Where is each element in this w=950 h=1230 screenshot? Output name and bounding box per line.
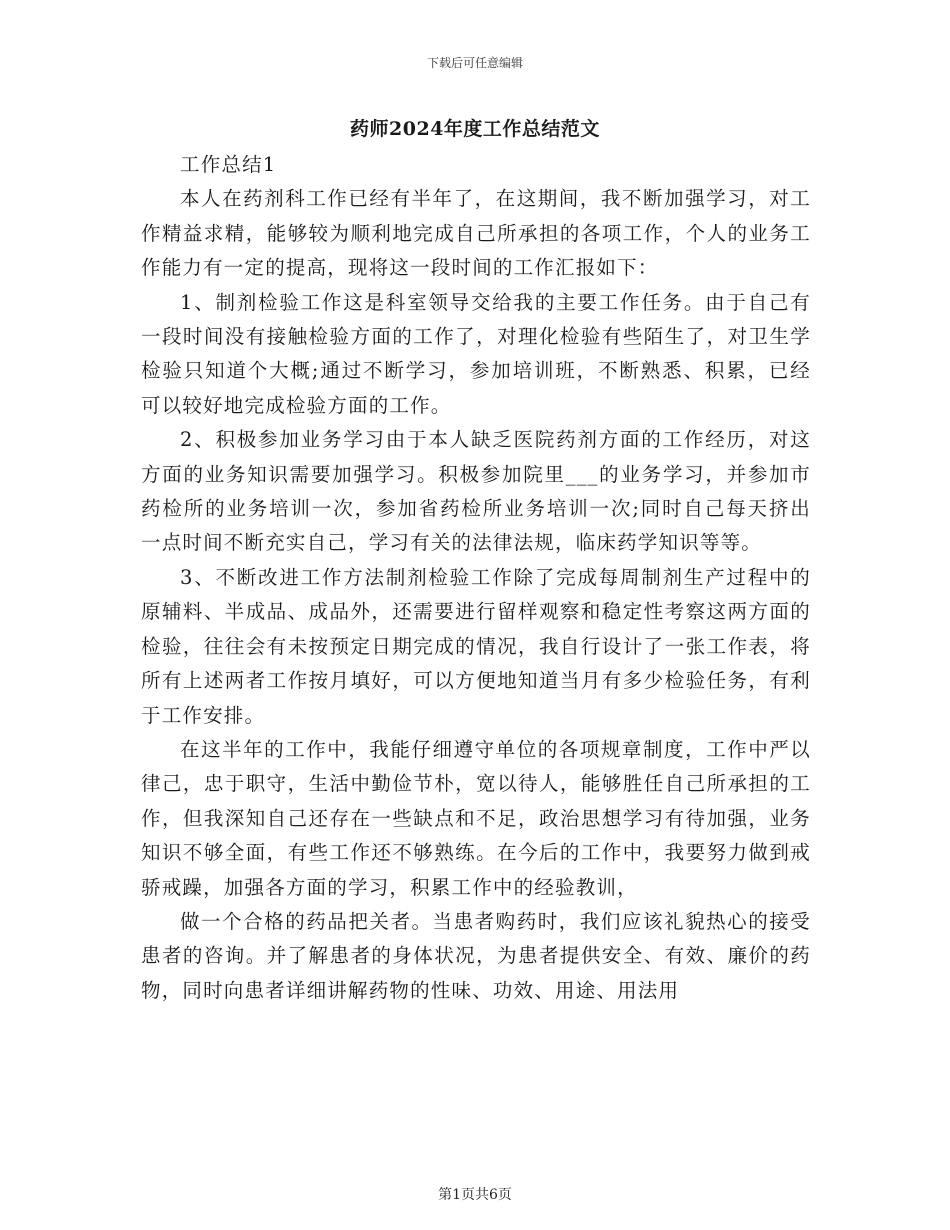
paragraph-item-2: 2、积极参加业务学习由于本人缺乏医院药剂方面的工作经历，对这方面的业务知识需要加强学习。积极参加院里___的业务学习，并参加市药检所的业务培训一次，参加省药检所业务培训一次;同时自己每天挤出一点时间不断充实自己，学习有关的法律法规，临床药学知识等等。 xyxy=(141,428,811,555)
paragraph-summary: 在这半年的工作中，我能仔细遵守单位的各项规章制度，工作中严以律己，忠于职守，生活中勤俭节朴，宽以待人，能够胜任自己所承担的工作，但我深知自己还存在一些缺点和不足，政治思想学习有待加强，业务知识不够全面，有些工作还不够熟练。在今后的工作中，我要努力做到戒骄戒躁，加强各方面的学习，积累工作中的经验教训， xyxy=(141,737,811,899)
paragraph-continuation: 做一个合格的药品把关者。当患者购药时，我们应该礼貌热心的接受患者的咨询。并了解患者的身体状况，为患者提供安全、有效、廉价的药物，同时向患者详细讲解药物的性味、功效、用途、用法用 xyxy=(141,909,811,1002)
paragraph-item-3: 3、不断改进工作方法制剂检验工作除了完成每周制剂生产过程中的原辅料、半成品、成品外，还需要进行留样观察和稳定性考察这两方面的检验，往往会有未按预定日期完成的情况，我自行设计了一张工作表，将所有上述两者工作按月填好，可以方便地知道当月有多少检验任务，有利于工作安排。 xyxy=(141,565,811,727)
page-number-footer: 第1页共6页 xyxy=(438,1187,512,1203)
document-body xyxy=(141,148,811,1008)
header-note: 下载后可任意编辑 xyxy=(426,56,523,70)
paragraph-intro: 本人在药剂科工作已经有半年了，在这期间，我不断加强学习，对工作精益求精，能够较为顺利地完成自己所承担的各项工作，个人的业务工作能力有一定的提高，现将这一段时间的工作汇报如下： xyxy=(141,187,811,280)
paragraph-section-heading: 工作总结1 xyxy=(180,153,277,176)
document-title: 药师2024年度工作总结范文 xyxy=(350,118,600,140)
paragraph-item-1: 1、制剂检验工作这是科室领导交给我的主要工作任务。由于自己有一段时间没有接触检验方面的工作了，对理化检验有些陌生了，对卫生学检验只知道个大概;通过不断学习，参加培训班，不断熟悉、积累，已经可以较好地完成检验方面的工作。 xyxy=(141,290,811,417)
